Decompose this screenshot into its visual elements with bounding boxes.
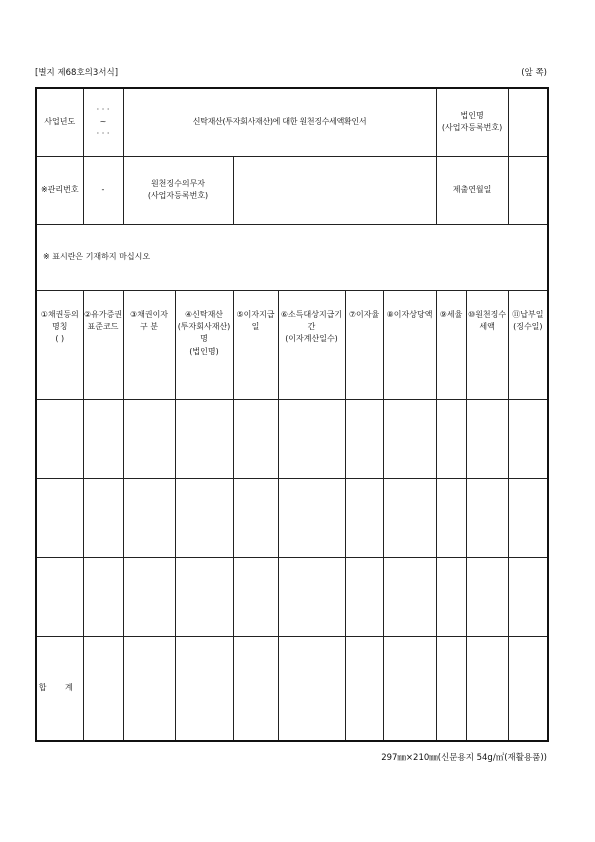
column-header-line2: 세액 <box>479 321 495 331</box>
bond-name-cell[interactable] <box>36 399 83 478</box>
submit-date-label: 제출연월일 <box>436 156 508 224</box>
withholder-reg-number-label: (사업자등록번호) <box>147 191 209 200</box>
column-header-7 <box>345 290 383 399</box>
form-number-label: [별지 제68호의3서식] <box>35 68 119 78</box>
trust-name-cell[interactable] <box>175 399 233 478</box>
column-header-9 <box>436 290 466 399</box>
bond-interest-type-cell[interactable] <box>123 478 175 557</box>
interest-amount-cell[interactable] <box>383 557 436 636</box>
column-header-line1: ④신탁재산 <box>184 309 224 319</box>
column-header-line1: ③채권이자 <box>129 309 169 319</box>
column-header-row <box>36 290 548 399</box>
business-year-period-field[interactable] <box>83 88 123 156</box>
header-row-1 <box>36 88 548 156</box>
column-header-2 <box>83 290 123 399</box>
management-number-label: ※관리번호 <box>36 156 83 224</box>
tax-rate-cell[interactable] <box>436 557 466 636</box>
column-header-4 <box>175 290 233 399</box>
interest-pay-date-cell[interactable] <box>233 557 278 636</box>
security-code-cell[interactable] <box>83 478 123 557</box>
column-header-line1: ⑧이자상당액 <box>386 309 433 319</box>
column-header-line2: (투자회사재산)명 <box>177 321 231 344</box>
business-year-label: 사업년도 <box>36 88 83 156</box>
column-header-line2: (징수일) <box>513 321 543 331</box>
column-header-line1: ②유가증권 <box>83 309 123 319</box>
bond-interest-type-cell[interactable] <box>123 557 175 636</box>
payment-date-cell[interactable] <box>508 478 548 557</box>
column-header-line1: ⑩원천징수 <box>468 309 507 319</box>
column-header-line1: ⑨세율 <box>439 309 463 319</box>
corp-name-label: 법인명 <box>460 110 484 120</box>
total-cell[interactable] <box>83 636 123 741</box>
bond-name-cell[interactable] <box>36 478 83 557</box>
withholder-field[interactable] <box>233 156 436 224</box>
income-period-cell[interactable] <box>278 399 345 478</box>
column-header-1 <box>36 290 83 399</box>
security-code-cell[interactable] <box>83 557 123 636</box>
bond-name-cell[interactable] <box>36 557 83 636</box>
tax-rate-cell[interactable] <box>436 478 466 557</box>
interest-rate-cell[interactable] <box>345 399 383 478</box>
income-period-cell[interactable] <box>278 478 345 557</box>
total-cell[interactable] <box>278 636 345 741</box>
income-period-cell[interactable] <box>278 557 345 636</box>
interest-rate-cell[interactable] <box>345 478 383 557</box>
interest-rate-cell[interactable] <box>345 557 383 636</box>
column-header-3 <box>123 290 175 399</box>
column-header-8 <box>383 290 436 399</box>
column-header-line1: ⑥소득대상지급기간 <box>280 309 343 331</box>
total-cell[interactable] <box>345 636 383 741</box>
interest-amount-cell[interactable] <box>383 478 436 557</box>
withholding-tax-form-table <box>35 87 549 742</box>
trust-name-cell[interactable] <box>175 478 233 557</box>
total-cell[interactable] <box>383 636 436 741</box>
total-label: 합 계 <box>36 636 83 741</box>
column-header-6 <box>278 290 345 399</box>
total-cell[interactable] <box>436 636 466 741</box>
total-cell[interactable] <box>123 636 175 741</box>
payment-date-cell[interactable] <box>508 557 548 636</box>
data-row <box>36 478 548 557</box>
total-cell[interactable] <box>175 636 233 741</box>
management-number-field[interactable]: - <box>83 156 123 224</box>
withholder-label-cell <box>123 156 233 224</box>
column-header-11 <box>508 290 548 399</box>
page-side-label: (앞 쪽) <box>521 68 547 78</box>
notice-row <box>36 224 548 290</box>
header-row-2 <box>36 156 548 224</box>
column-header-line2: (이자계산일수) <box>285 334 338 344</box>
period-tilde: ~ <box>99 117 107 127</box>
total-cell[interactable] <box>233 636 278 741</box>
withholding-tax-cell[interactable] <box>466 557 508 636</box>
security-code-cell[interactable] <box>83 399 123 478</box>
total-cell[interactable] <box>466 636 508 741</box>
column-header-line3: ( ) <box>55 334 65 344</box>
bond-interest-type-cell[interactable] <box>123 399 175 478</box>
total-cell[interactable] <box>508 636 548 741</box>
interest-amount-cell[interactable] <box>383 399 436 478</box>
tax-rate-cell[interactable] <box>436 399 466 478</box>
corp-reg-number-label: (사업자등록번호) <box>441 123 503 133</box>
form-title: 신탁재산(투자회사재산)에 대한 원천징수세액확인서 <box>123 88 436 156</box>
column-header-line1: ⑦이자율 <box>348 309 380 319</box>
period-start-placeholder: · · · <box>96 104 110 114</box>
withholding-tax-cell[interactable] <box>466 399 508 478</box>
notice-text: ※ 표시란은 기재하지 마십시오 <box>36 224 548 290</box>
column-header-line2: 명칭 <box>52 321 68 331</box>
period-end-placeholder: · · · <box>96 129 110 139</box>
column-header-line2: 구 분 <box>140 321 158 331</box>
paper-spec-footer: 297㎜×210㎜(신문용지 54g/㎡(재활용품)) <box>381 753 547 763</box>
column-header-line2: 표준코드 <box>87 321 119 331</box>
withholding-tax-cell[interactable] <box>466 478 508 557</box>
corp-name-field[interactable] <box>508 88 548 156</box>
total-row <box>36 636 548 741</box>
data-row <box>36 399 548 478</box>
interest-pay-date-cell[interactable] <box>233 478 278 557</box>
withholder-label: 원천징수의무자 <box>150 178 206 188</box>
column-header-line1: ⑪납부일 <box>512 309 544 319</box>
interest-pay-date-cell[interactable] <box>233 399 278 478</box>
column-header-5 <box>233 290 278 399</box>
column-header-line1: ⑤이자지급일 <box>236 309 275 331</box>
column-header-line1: ①채권등의 <box>40 309 79 319</box>
corp-name-label-cell <box>436 88 508 156</box>
column-header-line3: (법인명) <box>189 346 219 356</box>
submit-date-field[interactable] <box>508 156 548 224</box>
column-header-10 <box>466 290 508 399</box>
data-row <box>36 557 548 636</box>
payment-date-cell[interactable] <box>508 399 548 478</box>
trust-name-cell[interactable] <box>175 557 233 636</box>
